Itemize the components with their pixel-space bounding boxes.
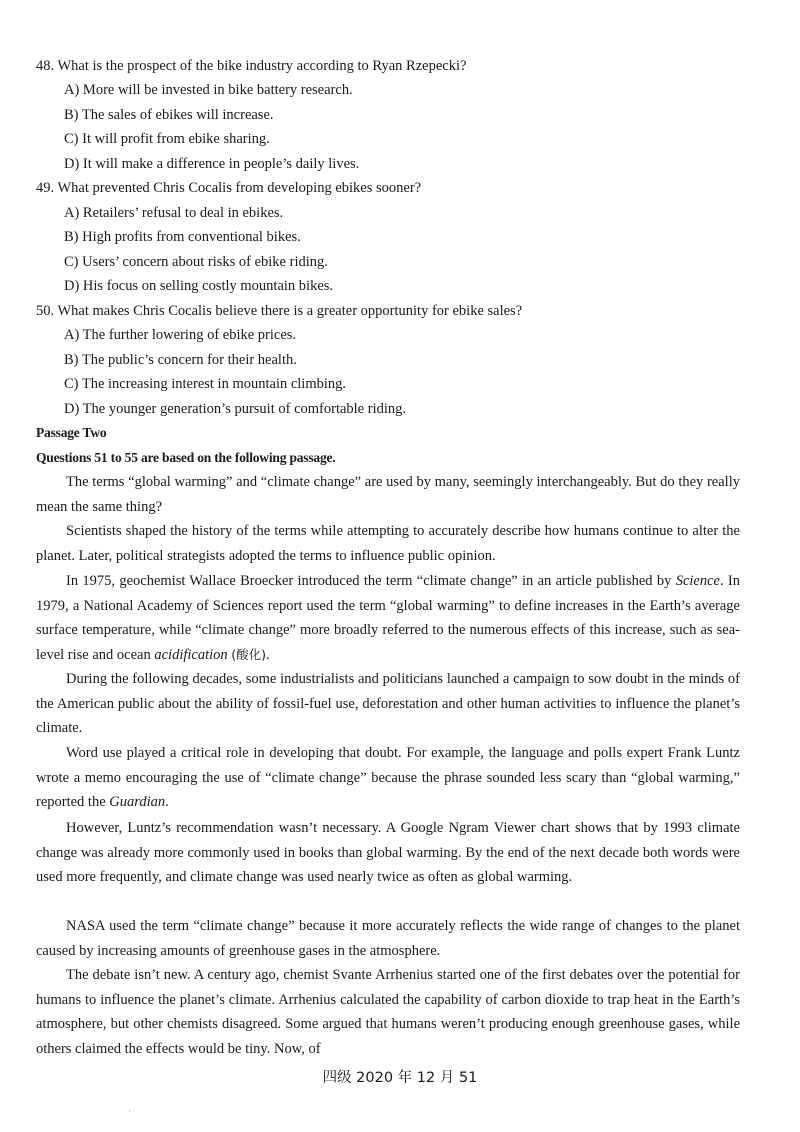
passage-paragraph-4: During the following decades, some industrialists and politicians launched a campaign to sow doubt in the minds of the American public about the ability of fossil-fuel use, deforestation and other human activities to influence the planet’s climate. [36, 671, 740, 737]
paragraph-3-text-b: . In 1979, a National Academy of Sciences report used the term “global warming” to define increases in the Earth’s average surface temperature, while “climate change” more broadly referred to the numerous effects of this increase, such as sea-level rise and ocean [36, 573, 740, 663]
passage-instruction: Questions 51 to 55 are based on the following passage. [36, 450, 336, 465]
passage-title: Passage Two [36, 425, 107, 440]
paragraph-5-text: Word use played a critical role in developing that doubt. For example, the language and polls expert Frank Luntz wrote a memo encouraging the use of “climate change” because the phrase sounded less scary than “global warming,” reported the [36, 745, 740, 811]
question-49-option-c: C) Users’ concern about risks of ebike riding. [64, 254, 328, 270]
question-48-option-c: C) It will profit from ebike sharing. [64, 131, 270, 147]
question-49-option-b: B) High profits from conventional bikes. [64, 229, 301, 245]
question-48-option-d: D) It will make a difference in people’s daily lives. [64, 156, 360, 172]
science-journal-name: Science [675, 573, 720, 589]
passage-paragraph-8: The debate isn’t new. A century ago, chemist Svante Arrhenius started one of the first debates over the potential for humans to influence the planet’s climate. Arrhenius calculated the capability of carbon dioxide to trap heat in the Earth’s atmosphere, but other chemists disagreed. Some argued that humans weren’t producing enough greenhouse gases, while others claimed the effects would be tiny. Now, of [36, 967, 740, 1057]
paragraph-3-text-a: In 1975, geochemist Wallace Broecker introduced the term “climate change” in an article published by [66, 573, 676, 589]
question-50-stem: 50. What makes Chris Cocalis believe there is a greater opportunity for ebike sales? [36, 303, 523, 319]
guardian-newspaper-name: Guardian [109, 794, 166, 811]
paragraph-3-end: . [266, 646, 270, 663]
passage-paragraph-2: Scientists shaped the history of the terms while attempting to accurately describe how humans continue to alter the planet. Later, political strategists adopted the terms to influence public opinion. [36, 523, 740, 564]
paragraph-5-end: . [165, 794, 169, 811]
acidification-chinese-gloss: (酸化) [231, 646, 267, 662]
question-50-option-a: A) The further lowering of ebike prices. [64, 327, 297, 343]
passage-paragraph-6: However, Luntz’s recommendation wasn’t necessary. A Google Ngram Viewer chart shows that by 1993 climate change was already more commonly used in books than global warming. By the end of the next decade both words were used more frequently, and climate change was used nearly twice as often as global warming. [36, 820, 740, 886]
acidification-term: acidification [154, 646, 228, 663]
question-49-option-a: A) Retailers’ refusal to deal in ebikes. [64, 205, 284, 221]
scan-speck: ˌ [128, 1100, 132, 1112]
question-49-option-d: D) His focus on selling costly mountain bikes. [64, 278, 334, 294]
question-48-option-b: B) The sales of ebikes will increase. [64, 107, 274, 123]
page-footer: 四级 2020 年 12 月 51 [322, 1070, 478, 1086]
passage-paragraph-7: NASA used the term “climate change” because it more accurately reflects the wide range of changes to the planet caused by increasing amounts of greenhouse gases in the atmosphere. [36, 918, 740, 959]
question-50-option-d: D) The younger generation’s pursuit of comfortable riding. [64, 401, 407, 417]
passage-paragraph-5 [36, 741, 740, 815]
question-49-stem: 49. What prevented Chris Cocalis from developing ebikes sooner? [36, 180, 422, 196]
passage-paragraph-3 [36, 569, 740, 667]
passage-paragraph-1: The terms “global warming” and “climate change” are used by many, seemingly interchangeably. But do they really mean the same thing? [36, 474, 740, 515]
question-50-option-c: C) The increasing interest in mountain climbing. [64, 376, 347, 392]
question-48-stem: 48. What is the prospect of the bike industry according to Ryan Rzepecki? [36, 58, 467, 74]
question-50-option-b: B) The public’s concern for their health. [64, 352, 297, 368]
question-48-option-a: A) More will be invested in bike battery research. [64, 82, 353, 98]
